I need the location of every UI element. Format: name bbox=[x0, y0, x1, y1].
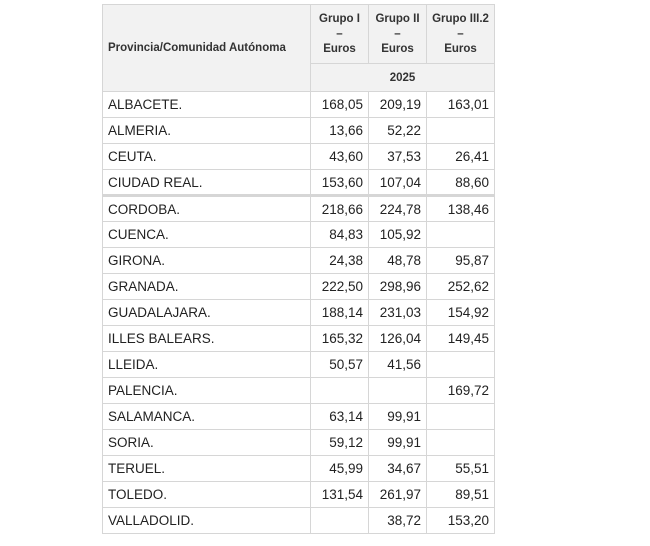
group-2-value-cell: 41,56 bbox=[369, 352, 427, 378]
group-2-value-cell: 231,03 bbox=[369, 300, 427, 326]
group-3-column-header bbox=[427, 5, 495, 64]
province-cell: PALENCIA. bbox=[103, 378, 311, 404]
group-2-value-cell: 298,96 bbox=[369, 274, 427, 300]
province-cell: CEUTA. bbox=[103, 144, 311, 170]
group-1-value-cell: 188,14 bbox=[311, 300, 369, 326]
group-2-value-cell: 99,91 bbox=[369, 404, 427, 430]
group-1-value-cell: 24,38 bbox=[311, 248, 369, 274]
group-3-value-cell: 252,62 bbox=[427, 274, 495, 300]
group-1-name: Grupo I bbox=[319, 12, 360, 25]
group-1-column-header bbox=[311, 5, 369, 64]
group-2-value-cell: 224,78 bbox=[369, 196, 427, 222]
group-1-value-cell: 153,60 bbox=[311, 170, 369, 196]
provinces-table bbox=[102, 4, 495, 534]
province-cell: GUADALAJARA. bbox=[103, 300, 311, 326]
year-header: 2025 bbox=[311, 64, 495, 92]
table-row bbox=[103, 430, 495, 456]
group-3-value-cell: 55,51 bbox=[427, 456, 495, 482]
group-1-value-cell: 63,14 bbox=[311, 404, 369, 430]
province-cell: TOLEDO. bbox=[103, 482, 311, 508]
group-2-value-cell: 48,78 bbox=[369, 248, 427, 274]
group-2-unit: Euros bbox=[381, 42, 414, 55]
group-1-dash: – bbox=[336, 27, 343, 40]
table-row bbox=[103, 92, 495, 118]
group-3-value-cell: 149,45 bbox=[427, 326, 495, 352]
group-2-name: Grupo II bbox=[375, 12, 420, 25]
table-row bbox=[103, 482, 495, 508]
province-column-header: Provincia/Comunidad Autónoma bbox=[103, 5, 311, 92]
group-3-value-cell: 95,87 bbox=[427, 248, 495, 274]
province-cell: LLEIDA. bbox=[103, 352, 311, 378]
group-1-value-cell: 218,66 bbox=[311, 196, 369, 222]
table-row bbox=[103, 352, 495, 378]
group-3-value-cell: 169,72 bbox=[427, 378, 495, 404]
province-cell: SORIA. bbox=[103, 430, 311, 456]
group-3-value-cell: 154,92 bbox=[427, 300, 495, 326]
group-2-value-cell bbox=[369, 378, 427, 404]
group-1-value-cell: 43,60 bbox=[311, 144, 369, 170]
header-row bbox=[103, 5, 495, 64]
group-1-value-cell: 84,83 bbox=[311, 222, 369, 248]
table-row bbox=[103, 456, 495, 482]
group-2-value-cell: 126,04 bbox=[369, 326, 427, 352]
table-row bbox=[103, 170, 495, 196]
group-2-value-cell: 261,97 bbox=[369, 482, 427, 508]
province-cell: ALMERIA. bbox=[103, 118, 311, 144]
group-1-value-cell: 13,66 bbox=[311, 118, 369, 144]
group-2-value-cell: 99,91 bbox=[369, 430, 427, 456]
group-3-unit: Euros bbox=[444, 42, 477, 55]
group-3-name: Grupo III.2 bbox=[432, 12, 489, 25]
table-row bbox=[103, 222, 495, 248]
group-3-value-cell bbox=[427, 404, 495, 430]
group-1-value-cell: 168,05 bbox=[311, 92, 369, 118]
group-1-value-cell bbox=[311, 378, 369, 404]
group-2-value-cell: 37,53 bbox=[369, 144, 427, 170]
group-2-value-cell: 105,92 bbox=[369, 222, 427, 248]
group-1-value-cell: 50,57 bbox=[311, 352, 369, 378]
group-3-value-cell: 163,01 bbox=[427, 92, 495, 118]
table-body bbox=[103, 92, 495, 534]
group-1-value-cell: 45,99 bbox=[311, 456, 369, 482]
table-row bbox=[103, 248, 495, 274]
group-3-value-cell bbox=[427, 222, 495, 248]
group-3-value-cell bbox=[427, 430, 495, 456]
province-cell: VALLADOLID. bbox=[103, 508, 311, 534]
table-row bbox=[103, 274, 495, 300]
table-row bbox=[103, 196, 495, 222]
province-cell: SALAMANCA. bbox=[103, 404, 311, 430]
group-2-value-cell: 52,22 bbox=[369, 118, 427, 144]
table-row bbox=[103, 300, 495, 326]
province-cell: CORDOBA. bbox=[103, 196, 311, 222]
province-cell: ALBACETE. bbox=[103, 92, 311, 118]
province-cell: CIUDAD REAL. bbox=[103, 170, 311, 196]
group-3-value-cell: 88,60 bbox=[427, 170, 495, 196]
group-2-dash: – bbox=[394, 27, 401, 40]
table-header bbox=[103, 5, 495, 92]
group-3-value-cell: 153,20 bbox=[427, 508, 495, 534]
group-2-value-cell: 38,72 bbox=[369, 508, 427, 534]
group-3-value-cell bbox=[427, 352, 495, 378]
group-1-value-cell: 59,12 bbox=[311, 430, 369, 456]
group-3-value-cell bbox=[427, 118, 495, 144]
table-row bbox=[103, 326, 495, 352]
group-1-value-cell: 222,50 bbox=[311, 274, 369, 300]
province-cell: GIRONA. bbox=[103, 248, 311, 274]
province-cell: TERUEL. bbox=[103, 456, 311, 482]
table-row bbox=[103, 404, 495, 430]
province-cell: GRANADA. bbox=[103, 274, 311, 300]
table-row bbox=[103, 144, 495, 170]
group-2-column-header bbox=[369, 5, 427, 64]
group-2-value-cell: 209,19 bbox=[369, 92, 427, 118]
group-3-dash: – bbox=[457, 27, 464, 40]
province-cell: ILLES BALEARS. bbox=[103, 326, 311, 352]
group-3-value-cell: 26,41 bbox=[427, 144, 495, 170]
group-3-value-cell: 89,51 bbox=[427, 482, 495, 508]
group-1-unit: Euros bbox=[323, 42, 356, 55]
group-2-value-cell: 107,04 bbox=[369, 170, 427, 196]
province-cell: CUENCA. bbox=[103, 222, 311, 248]
group-1-value-cell bbox=[311, 508, 369, 534]
table-row bbox=[103, 378, 495, 404]
group-3-value-cell: 138,46 bbox=[427, 196, 495, 222]
group-2-value-cell: 34,67 bbox=[369, 456, 427, 482]
table-row bbox=[103, 118, 495, 144]
group-1-value-cell: 165,32 bbox=[311, 326, 369, 352]
group-1-value-cell: 131,54 bbox=[311, 482, 369, 508]
table-row bbox=[103, 508, 495, 534]
